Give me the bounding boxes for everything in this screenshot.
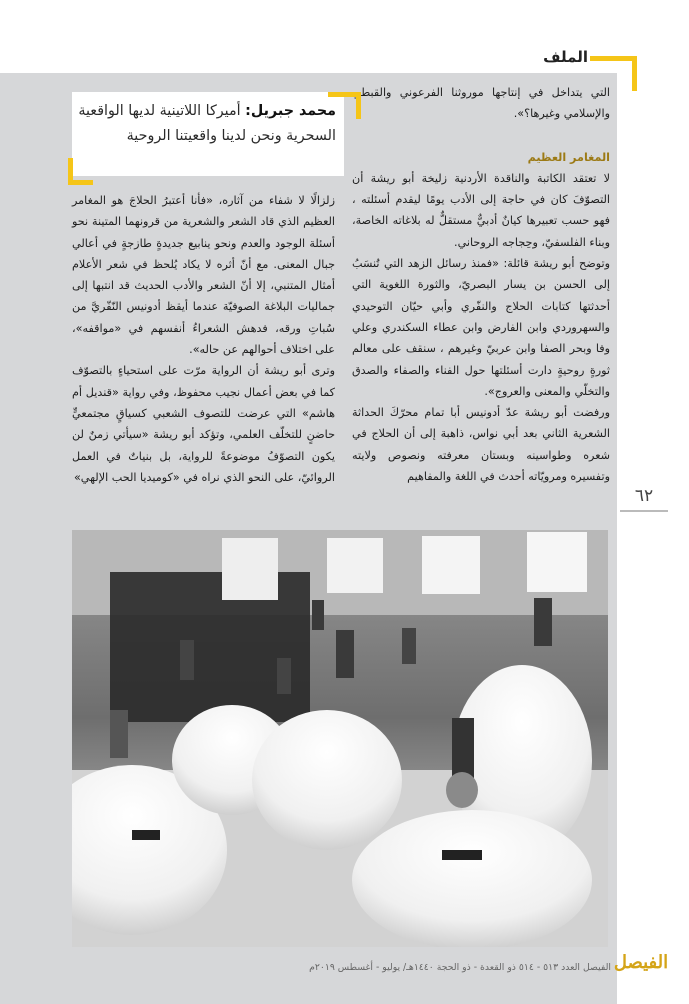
pull-quote-corner-top	[328, 92, 361, 119]
article-paragraph: زلزالًا لا شفاء من آثاره، «فأنا أعتبرُ الحلاجَ هو المغامر العظيم الذي قاد الشعر والشعرية من قرونهما المتينة نحو أسئلة الوجود والعدم ونحو ينابيع جديدةٍ طازجةٍ في أعالي جبال المعنى. مع أنّ أثره لا يكاد يُلحظ في شعر الأعلام أمثال المتنبي، إلا أنّ الشعر والأدب الحديث قد انتبها إلى جماليات البلاغة الصوفيّة عندما أيقظ أدونيس النّفّريَّ من سُباتِ ورقه، فدهش الشعراءُ أنفسهم في «مواقفه»، على اختلاف أحوالهم عن حاله».	[72, 194, 335, 357]
pull-quote-corner-bottom	[68, 158, 93, 185]
whirling-dervishes-photo	[72, 530, 608, 947]
intro-paragraph: التي يتداخل في إنتاجها موروثنا الفرعوني والقبطي والإسلامي وغيرها؟».	[352, 86, 610, 121]
article-paragraph: وتوضح أبو ريشة قائلة: «فمنذ رسائل الزهد التي تُنسَبُ إلى الحسن بن يسار البصريّ، والثورة اللغوية التي أحدثتها كتابات الحلاج والنفّري وأبي حيّان التوحيدي والسهروردي وابن الفارض وابن عطاء السكندري وعلي وفا وبحر الصفا وابن عربيّ وغيرهم ، سنقف على معالم ثورةٍ روحيةٍ دارت أسئلتها حول الفناء والصفاء والصدق والتخلّي والمعنى والعروج».	[352, 257, 610, 398]
subheading: المغامر العظيم	[527, 150, 610, 164]
article-column-right	[352, 82, 610, 487]
section-label: الملف	[543, 48, 588, 66]
article-paragraph: وترى أبو ريشة أن الرواية مرّت على استحياءٍ بالتصوّف كما في بعض أعمال نجيب محفوظ، وفي رواية «قنديل أم هاشم» التي عرضت للتصوف الشعبي كسياقٍ مجتمعيٍّ حاضنٍ للتخلّف العلمي، وتؤكد أبو ريشة «سيأتي زمنٌ لن يكون التصوّفُ موضوعةً للرواية، بل بنياتٌ في العمل الروائيّ، على النحو الذي نراه في «كوميديا الحب الإلهي»	[72, 364, 335, 484]
page-number: ٦٢	[634, 486, 654, 506]
page-number-rule	[620, 510, 668, 512]
article-paragraph: ورفضت أبو ريشة عدّ أدونيس أبا تمام محرّكَ الحداثة الشعرية الثاني بعد أبي نواس، ذاهبة إلى أن الحلاج في شعره وطواسينه وبستان معرفته ونصوص ولايته وتفسيره ومرويّاته أحدث في اللغة والمفاهيم	[352, 406, 610, 484]
article-column-left	[72, 190, 335, 488]
magazine-logo: الفيصل	[613, 952, 669, 973]
paragraph-spacer	[352, 125, 610, 147]
footer-issue-info: الفيصل العدد ٥١٣ - ٥١٤ ذو القعدة - ذو الحجة ١٤٤٠هـ/ يوليو - أغسطس ٢٠١٩م	[309, 962, 611, 973]
pull-quote-speaker: محمد جبريل:	[245, 103, 336, 119]
pull-quote-text: أميركا اللاتينية لديها الواقعية السحرية ونحن لدينا واقعيتنا الروحية	[78, 103, 336, 144]
pull-quote-box	[72, 92, 344, 176]
article-paragraph: لا تعتقد الكاتبة والناقدة الأردنية زليخة أبو ريشة أن التصوّفَ كان في حاجة إلى الأدب يومًا ليقدم أسئلته ، فهو حسب تعبيرها كيانٌ أدبيٌّ مستقلٌّ له بلاغاته الخاصة، وبناء الفلسفيّ، وحِجاجه الروحاني.	[352, 171, 610, 249]
